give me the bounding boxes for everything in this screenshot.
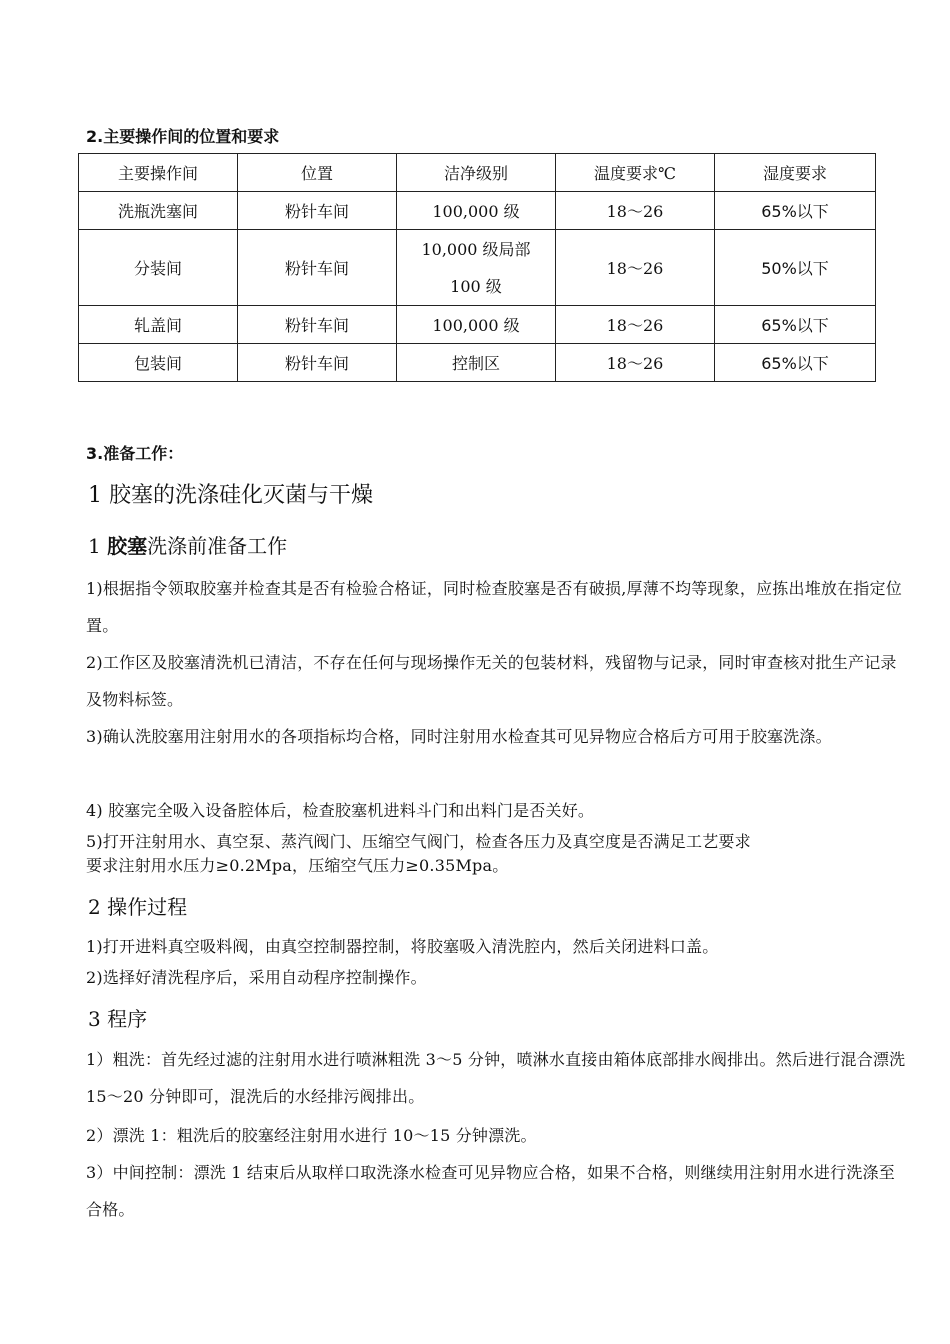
table-cell: 粉针车间 [238, 344, 397, 382]
section-3-heading: 3.准备工作： [86, 444, 184, 463]
table-cell: 控制区 [397, 344, 556, 382]
table-header: 洁净级别 [397, 154, 556, 192]
proc-item: 2）漂洗 1：粗洗后的胶塞经注射用水进行 10～15 分钟漂洗。 [86, 1126, 537, 1145]
subheading-operation: 2 操作过程 [88, 895, 188, 919]
table-cell: 粉针车间 [238, 192, 397, 230]
prep-item: 1)根据指令领取胶塞并检查其是否有检验合格证，同时检查胶塞是否有破损,厚薄不均等现象，应拣出堆放在指定位置。 [86, 579, 902, 635]
op-item: 1)打开进料真空吸料阀，由真空控制器控制，将胶塞吸入清洗腔内，然后关闭进料口盖。 [86, 937, 719, 956]
prep-item: 4) 胶塞完全吸入设备腔体后，检查胶塞机进料斗门和出料门是否关好。 [86, 801, 595, 820]
table-cell-grade [397, 230, 556, 306]
table-cell: 18～26 [556, 192, 715, 230]
table-cell: 包装间 [79, 344, 238, 382]
table-row [79, 306, 876, 344]
table-cell: 18～26 [556, 344, 715, 382]
table-cell: 65%以下 [715, 306, 876, 344]
section-2-heading: 2.主要操作间的位置和要求 [86, 127, 280, 146]
table-header: 温度要求℃ [556, 154, 715, 192]
table-cell: 65%以下 [715, 192, 876, 230]
table-cell: 轧盖间 [79, 306, 238, 344]
grade-line-1: 10,000 级局部 [421, 239, 531, 259]
table-cell: 100,000 级 [397, 306, 556, 344]
prep-item: 2)工作区及胶塞清洗机已清洁，不存在任何与现场操作无关的包装材料，残留物与记录，同时审查核对批生产记录及物料标签。 [86, 653, 897, 709]
table-cell: 65%以下 [715, 344, 876, 382]
table-cell: 18～26 [556, 306, 715, 344]
table-cell: 100,000 级 [397, 192, 556, 230]
table-header-row [79, 154, 876, 192]
table-cell: 洗瓶洗塞间 [79, 192, 238, 230]
table-row [79, 192, 876, 230]
grade-line-2: 100 级 [450, 276, 502, 296]
table-row [79, 344, 876, 382]
prep-item: 要求注射用水压力≥0.2Mpa，压缩空气压力≥0.35Mpa。 [86, 856, 509, 875]
operation-room-table [78, 153, 876, 382]
op-item: 2)选择好清洗程序后，采用自动程序控制操作。 [86, 968, 427, 987]
table-cell: 分装间 [79, 230, 238, 306]
subheading-prep: 1 胶塞洗涤前准备工作 [88, 534, 288, 558]
table-cell: 18～26 [556, 230, 715, 306]
table-cell: 粉针车间 [238, 230, 397, 306]
proc-item: 3）中间控制：漂洗 1 结束后从取样口取洗涤水检查可见异物应合格，如果不合格，则继续用注射用水进行洗涤至合格。 [86, 1163, 895, 1219]
subheading-bold: 胶塞 [107, 534, 148, 558]
table-header: 湿度要求 [715, 154, 876, 192]
table-cell: 粉针车间 [238, 306, 397, 344]
table-row [79, 230, 876, 306]
subheading-procedure: 3 程序 [88, 1007, 148, 1031]
table-cell: 50%以下 [715, 230, 876, 306]
prep-item: 3)确认洗胶塞用注射用水的各项指标均合格，同时注射用水检查其可见异物应合格后方可用于胶塞洗涤。 [86, 727, 832, 746]
table-header: 主要操作间 [79, 154, 238, 192]
table-header: 位置 [238, 154, 397, 192]
proc-item: 1）粗洗：首先经过滤的注射用水进行喷淋粗洗 3～5 分钟，喷淋水直接由箱体底部排水阀排出。然后进行混合漂洗 15～20 分钟即可，混洗后的水经排污阀排出。 [86, 1050, 906, 1106]
main-title: 1 胶塞的洗涤硅化灭菌与干燥 [88, 483, 373, 508]
prep-item: 5)打开注射用水、真空泵、蒸汽阀门、压缩空气阀门，检查各压力及真空度是否满足工艺要求 [86, 832, 751, 851]
